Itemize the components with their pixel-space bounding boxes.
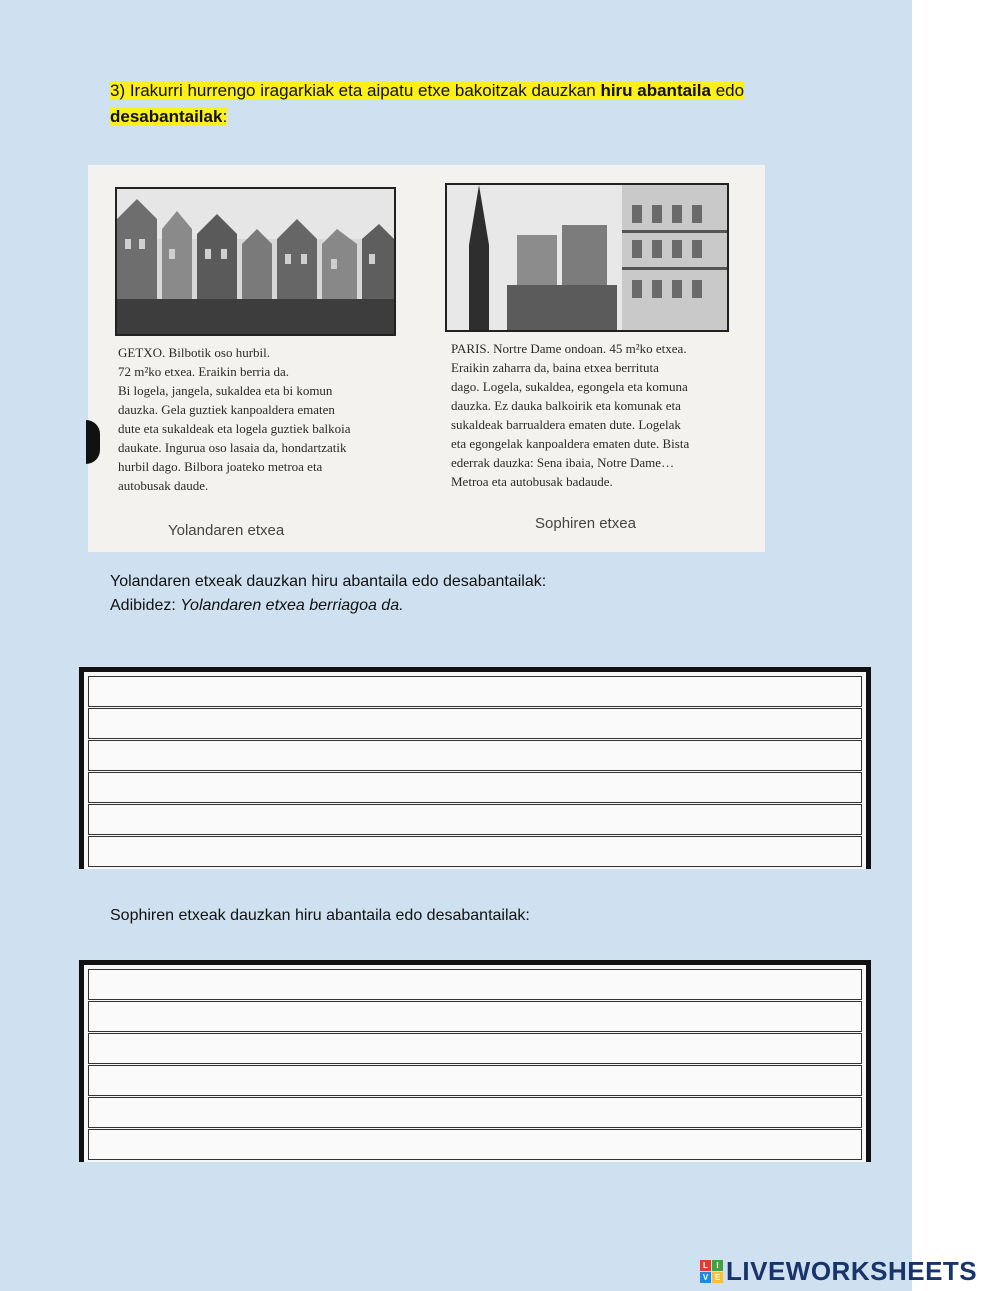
paris-photo [445, 183, 729, 332]
logo-text: LIVEWORKSHEETS [726, 1255, 978, 1286]
instruction-middle: edo [710, 81, 745, 100]
question-yolanda-text: Yolandaren etxeak dauzkan hiru abantaila edo desabantailak: [110, 573, 547, 590]
instruction-prefix: 3) Irakurri hurrengo iragarkiak eta aipatu etxe bakoitzak dauzkan [110, 81, 601, 100]
logo-block: V [700, 1272, 711, 1283]
answer-line[interactable] [88, 1001, 862, 1032]
answer-line[interactable] [88, 676, 862, 707]
logo-block: E [712, 1272, 723, 1283]
advertisements-image [88, 165, 765, 552]
liveworksheets-logo [700, 1255, 978, 1286]
logo-blocks-icon [700, 1260, 723, 1283]
question-sophie-text: Sophiren etxeak dauzkan hiru abantaila edo desabantailak: [110, 907, 530, 924]
logo-block: I [712, 1260, 723, 1271]
answer-line[interactable] [88, 804, 862, 835]
ad-getxo [98, 165, 413, 552]
answer-box-sophie [79, 960, 871, 1162]
getxo-photo [115, 187, 396, 336]
example-text: Yolandaren etxea berriagoa da. [180, 597, 404, 614]
getxo-caption: Yolandaren etxea [168, 522, 285, 539]
answer-line[interactable] [88, 1097, 862, 1128]
answer-line[interactable] [88, 1129, 862, 1160]
answer-line[interactable] [88, 1033, 862, 1064]
ad-paris [433, 165, 758, 552]
logo-block: L [700, 1260, 711, 1271]
instruction-bold-2: desabantailak [110, 107, 223, 126]
instruction-suffix: : [222, 107, 228, 126]
question-yolanda [110, 570, 546, 618]
answer-box-yolanda [79, 667, 871, 869]
answer-line[interactable] [88, 969, 862, 1000]
answer-line[interactable] [88, 772, 862, 803]
paris-caption: Sophiren etxea [535, 515, 636, 532]
answer-line[interactable] [88, 836, 862, 867]
question-sophie [110, 904, 530, 928]
answer-line[interactable] [88, 740, 862, 771]
example-label: Adibidez: [110, 597, 181, 614]
getxo-ad-text: GETXO. Bilbotik oso hurbil. 72 m²ko etxea. Eraikin berria da. Bi logela, jangela, sukaldea eta bi komun dauzka. Gela guztiek kanpoaldera ematen dute eta sukaldeak eta logela guztiek balkoia daukate. Ingurua oso lasaia da, hondartzatik hurbil dago. Bilbora joateko metroa eta autobusak daude. [118, 345, 351, 493]
answer-line[interactable] [88, 1065, 862, 1096]
instruction-bold-1: hiru abantaila [600, 81, 711, 100]
paris-ad-text: PARIS. Nortre Dame ondoan. 45 m²ko etxea. Eraikin zaharra da, baina etxea berrituta dago. Logela, sukaldea, egongela eta komuna dauzka. Ez dauka balkoirik eta komunak eta sukaldeak barrualdera ematen dute. Logelak eta egongelak kanpoaldera ematen dute. Bista ederrak dauzka: Sena ibaia, Notre Dame… Metroa eta autobusak badaude. [451, 341, 690, 489]
example-line [110, 594, 546, 618]
answer-line[interactable] [88, 708, 862, 739]
exercise-instruction [110, 78, 830, 130]
